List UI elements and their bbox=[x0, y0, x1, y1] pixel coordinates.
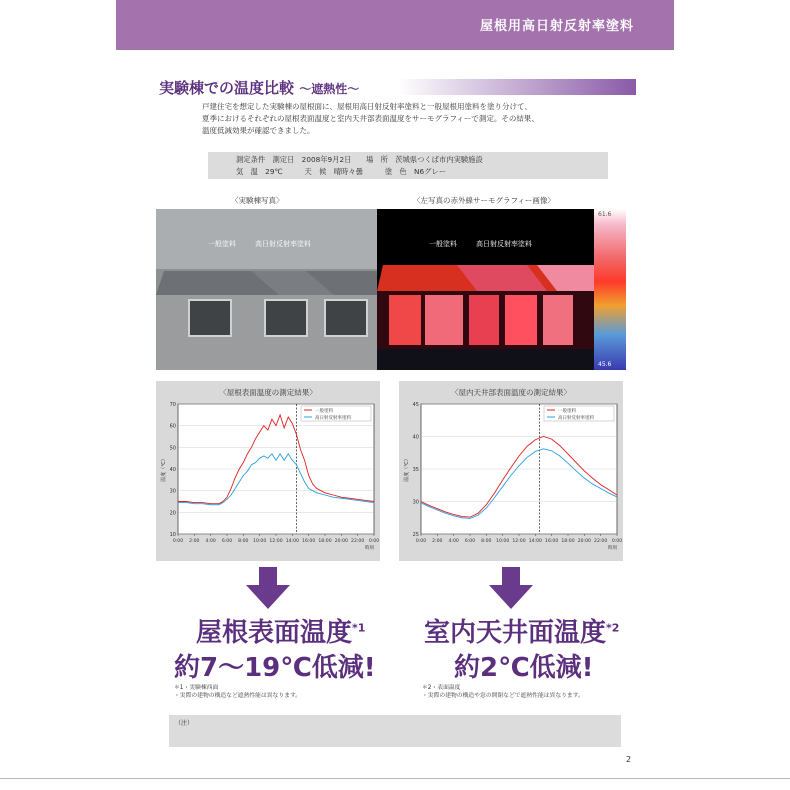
x-tick-label: 10:00 bbox=[253, 539, 267, 544]
x-tick-label: 6:00 bbox=[464, 539, 476, 544]
y-tick-label: 35 bbox=[412, 467, 419, 473]
x-tick-label: 22:00 bbox=[351, 539, 365, 544]
y-tick-label: 60 bbox=[169, 423, 176, 430]
x-tick-label: 16:00 bbox=[545, 539, 559, 544]
y-tick-label: 10 bbox=[169, 532, 176, 538]
footnote-line: ・実際の建物の構造や窓の開閉などで遮熱性能は異なります。 bbox=[422, 693, 584, 699]
y-axis-label: 温度（℃） bbox=[404, 456, 410, 482]
page bbox=[116, 0, 674, 790]
y-tick-label: 20 bbox=[169, 510, 176, 517]
legend-label: 高日射反射率塗料 bbox=[558, 415, 594, 421]
footnote-line: ＊2・表面温度 bbox=[422, 685, 461, 691]
roof-chart-title: 〈屋根表面温度の測定結果〉 bbox=[219, 388, 317, 397]
intro-line: 夏季におけるそれぞれの屋根表面温度と室内天井部表面温度をサーモグラフィーで測定。その結果、 bbox=[202, 114, 539, 123]
result-ceiling-mark: *2 bbox=[606, 621, 620, 635]
x-tick-label: 14:00 bbox=[528, 539, 542, 544]
window bbox=[188, 299, 232, 337]
result-roof-title-text: 屋根表面温度 bbox=[196, 618, 353, 648]
x-tick-label: 8:00 bbox=[481, 539, 492, 544]
legend-label: 高日射反射率塗料 bbox=[315, 415, 351, 421]
building-photo bbox=[156, 209, 377, 370]
intro-paragraph bbox=[202, 101, 642, 137]
roof-temperature-chart bbox=[156, 381, 380, 561]
x-tick-label: 18:00 bbox=[318, 539, 332, 544]
note-box bbox=[169, 715, 621, 747]
down-arrow-icon bbox=[487, 567, 535, 611]
x-tick-label: 4:00 bbox=[205, 539, 216, 544]
result-ceiling-title-text: 室内天井面温度 bbox=[424, 618, 607, 648]
title-gradient-bar bbox=[398, 79, 636, 95]
section-title bbox=[159, 77, 359, 98]
y-tick-label: 40 bbox=[412, 434, 419, 441]
x-tick-label: 12:00 bbox=[512, 539, 526, 544]
footnote-left bbox=[174, 684, 301, 700]
footnote-right bbox=[422, 684, 584, 700]
y-tick-label: 50 bbox=[169, 445, 176, 452]
y-tick-label: 30 bbox=[169, 488, 176, 495]
result-roof-mark: *1 bbox=[352, 621, 366, 635]
down-arrow-icon bbox=[244, 567, 292, 611]
conditions-line: 気 温 29℃ 天 候 晴時々曇 塗 色 N6グレー bbox=[236, 167, 447, 176]
legend-label: 一般塗料 bbox=[558, 408, 576, 414]
x-tick-label: 2:00 bbox=[189, 539, 200, 544]
label-general: 一般塗料 bbox=[208, 240, 236, 248]
temperature-scale-bar bbox=[594, 209, 626, 370]
thermo-label-general: 一般塗料 bbox=[429, 240, 457, 248]
y-tick-label: 45 bbox=[412, 402, 419, 408]
footnote-line: ・実際の建物の構造など遮熱性能は異なります。 bbox=[174, 693, 302, 699]
x-tick-label: 2:00 bbox=[432, 539, 443, 544]
footnote-line: ＊1・実験棟西面 bbox=[174, 685, 219, 691]
section-title-text: 実験棟での温度比較 bbox=[159, 79, 295, 97]
note-label: （注） bbox=[175, 720, 194, 727]
thermography-image bbox=[377, 209, 594, 370]
header-band bbox=[116, 0, 674, 50]
x-tick-label: 12:00 bbox=[269, 539, 283, 544]
y-tick-label: 30 bbox=[412, 499, 419, 506]
x-tick-label: 20:00 bbox=[334, 539, 348, 544]
section-subtitle: ～遮熱性～ bbox=[299, 82, 360, 96]
header-title: 屋根用高日射反射率塗料 bbox=[479, 19, 634, 34]
x-tick-label: 4:00 bbox=[448, 539, 459, 544]
x-axis-label: 時刻 bbox=[364, 546, 374, 551]
x-tick-label: 18:00 bbox=[561, 539, 575, 544]
x-tick-label: 0:00 bbox=[172, 539, 184, 544]
x-tick-label: 6:00 bbox=[221, 539, 233, 544]
x-tick-label: 0:00 bbox=[368, 539, 380, 544]
intro-line: 温度低減効果が確認できました。 bbox=[202, 126, 315, 135]
scale-min: 45.6 bbox=[598, 361, 612, 368]
roof-chart-panel bbox=[156, 381, 380, 561]
conditions-line: 測定条件 測定日 2008年9月2日 場 所 茨城県つくば市内実験施設 bbox=[236, 155, 483, 164]
x-tick-label: 20:00 bbox=[577, 539, 591, 544]
x-tick-label: 8:00 bbox=[238, 539, 249, 544]
x-tick-label: 0:00 bbox=[415, 539, 427, 544]
x-tick-label: 10:00 bbox=[496, 539, 510, 544]
y-tick-label: 70 bbox=[169, 402, 176, 408]
y-tick-label: 25 bbox=[412, 532, 419, 538]
bottom-rule bbox=[0, 778, 790, 779]
label-high: 高日射反射率塗料 bbox=[255, 240, 311, 248]
result-ceiling-value: 約2℃低減! bbox=[454, 653, 594, 683]
window bbox=[324, 299, 368, 337]
y-axis-label: 温度（℃） bbox=[161, 456, 167, 482]
scale-max: 61.6 bbox=[598, 211, 612, 218]
x-tick-label: 0:00 bbox=[611, 539, 623, 544]
x-tick-label: 16:00 bbox=[302, 539, 316, 544]
window bbox=[264, 299, 308, 337]
x-tick-label: 14:00 bbox=[285, 539, 299, 544]
conditions-box bbox=[208, 152, 608, 179]
intro-line: 戸建住宅を想定した実験棟の屋根面に、屋根用高日射反射率塗料と一般屋根用塗料を塗り分けて、 bbox=[202, 102, 532, 111]
ceiling-chart-title: 〈屋内天井部表面温度の測定結果〉 bbox=[451, 388, 571, 397]
result-ceiling-title bbox=[424, 612, 619, 649]
x-tick-label: 22:00 bbox=[594, 539, 608, 544]
x-axis-label: 時刻 bbox=[607, 546, 617, 551]
thermo-label-high: 高日射反射率塗料 bbox=[476, 240, 532, 248]
result-roof-title bbox=[196, 612, 365, 649]
photo-caption: 〈実験棟写真〉 bbox=[231, 196, 284, 205]
thermo-heat-map bbox=[377, 209, 594, 370]
legend-label: 一般塗料 bbox=[315, 408, 333, 414]
y-tick-label: 40 bbox=[169, 467, 176, 473]
ceiling-chart-panel bbox=[399, 381, 623, 561]
ceiling-temperature-chart bbox=[399, 381, 623, 561]
result-roof-value: 約7～19℃低減! bbox=[174, 653, 376, 683]
page-number: 2 bbox=[626, 755, 632, 764]
thermo-caption: 〈左写真の赤外線サーモグラフィー画像〉 bbox=[413, 196, 555, 205]
